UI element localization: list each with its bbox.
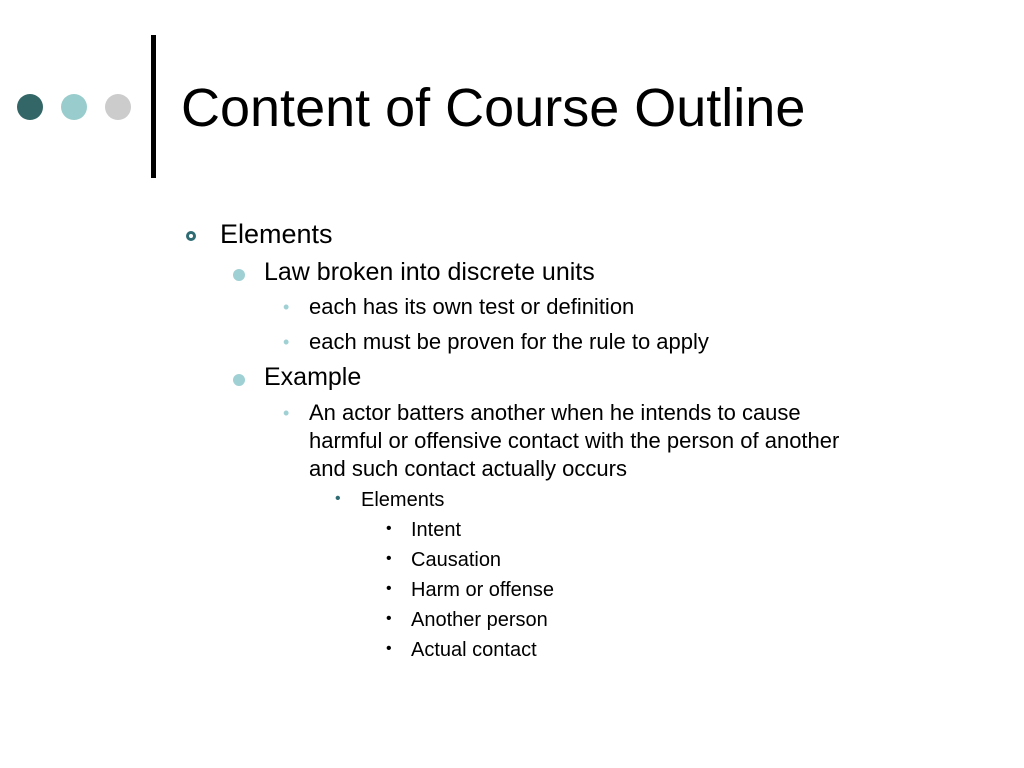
small-bullet-icon: • [386,580,392,597]
disc-bullet-icon [233,374,245,386]
list-item [309,328,709,356]
list-item [309,399,839,483]
outline-level3-text: harmful or offensive contact with the person of another [309,428,840,453]
outline-level1-text: Elements [220,219,333,249]
outline-level2-text: Example [264,363,362,391]
ring-bullet-icon [186,231,196,241]
teal-dot-icon [61,94,87,120]
small-bullet-icon: • [283,297,290,317]
outline-level5-text: Causation [411,549,502,571]
outline-level5-text: Another person [411,609,548,631]
outline-level3-text: and such contact actually occurs [309,456,627,481]
list-item [411,608,548,632]
small-bullet-icon: • [386,610,392,627]
outline-level5-text: Intent [411,519,462,541]
outline-level5-text: Actual contact [411,639,537,661]
outline-paragraph [309,399,839,483]
small-bullet-icon: • [386,520,392,537]
small-bullet-icon: • [386,640,392,657]
list-item [411,518,461,542]
list-item [411,638,537,662]
disc-bullet-icon [233,269,245,281]
list-item [411,548,501,572]
decorative-dots [17,94,149,120]
outline-level3-text: An actor batters another when he intends to cause [309,400,801,425]
outline-level3-text: each has its own test or definition [309,294,635,319]
small-bullet-icon: • [283,332,290,352]
list-item [411,578,554,602]
outline-level5-text: Harm or offense [411,579,555,601]
outline-level2-text: Law broken into discrete units [264,258,595,286]
title-divider [151,35,156,178]
dark-dot-icon [17,94,43,120]
small-bullet-icon: • [283,403,290,423]
list-item [220,218,333,250]
outline-level3-text: each must be proven for the rule to apply [309,329,709,354]
small-bullet-icon: • [335,490,341,507]
list-item [264,257,595,287]
list-item [361,488,444,512]
small-bullet-icon: • [386,550,392,567]
gray-dot-icon [105,94,131,120]
outline-level4-text: Elements [361,489,445,511]
slide-title: Content of Course Outline [181,78,806,138]
list-item [309,293,634,321]
list-item [264,362,361,392]
